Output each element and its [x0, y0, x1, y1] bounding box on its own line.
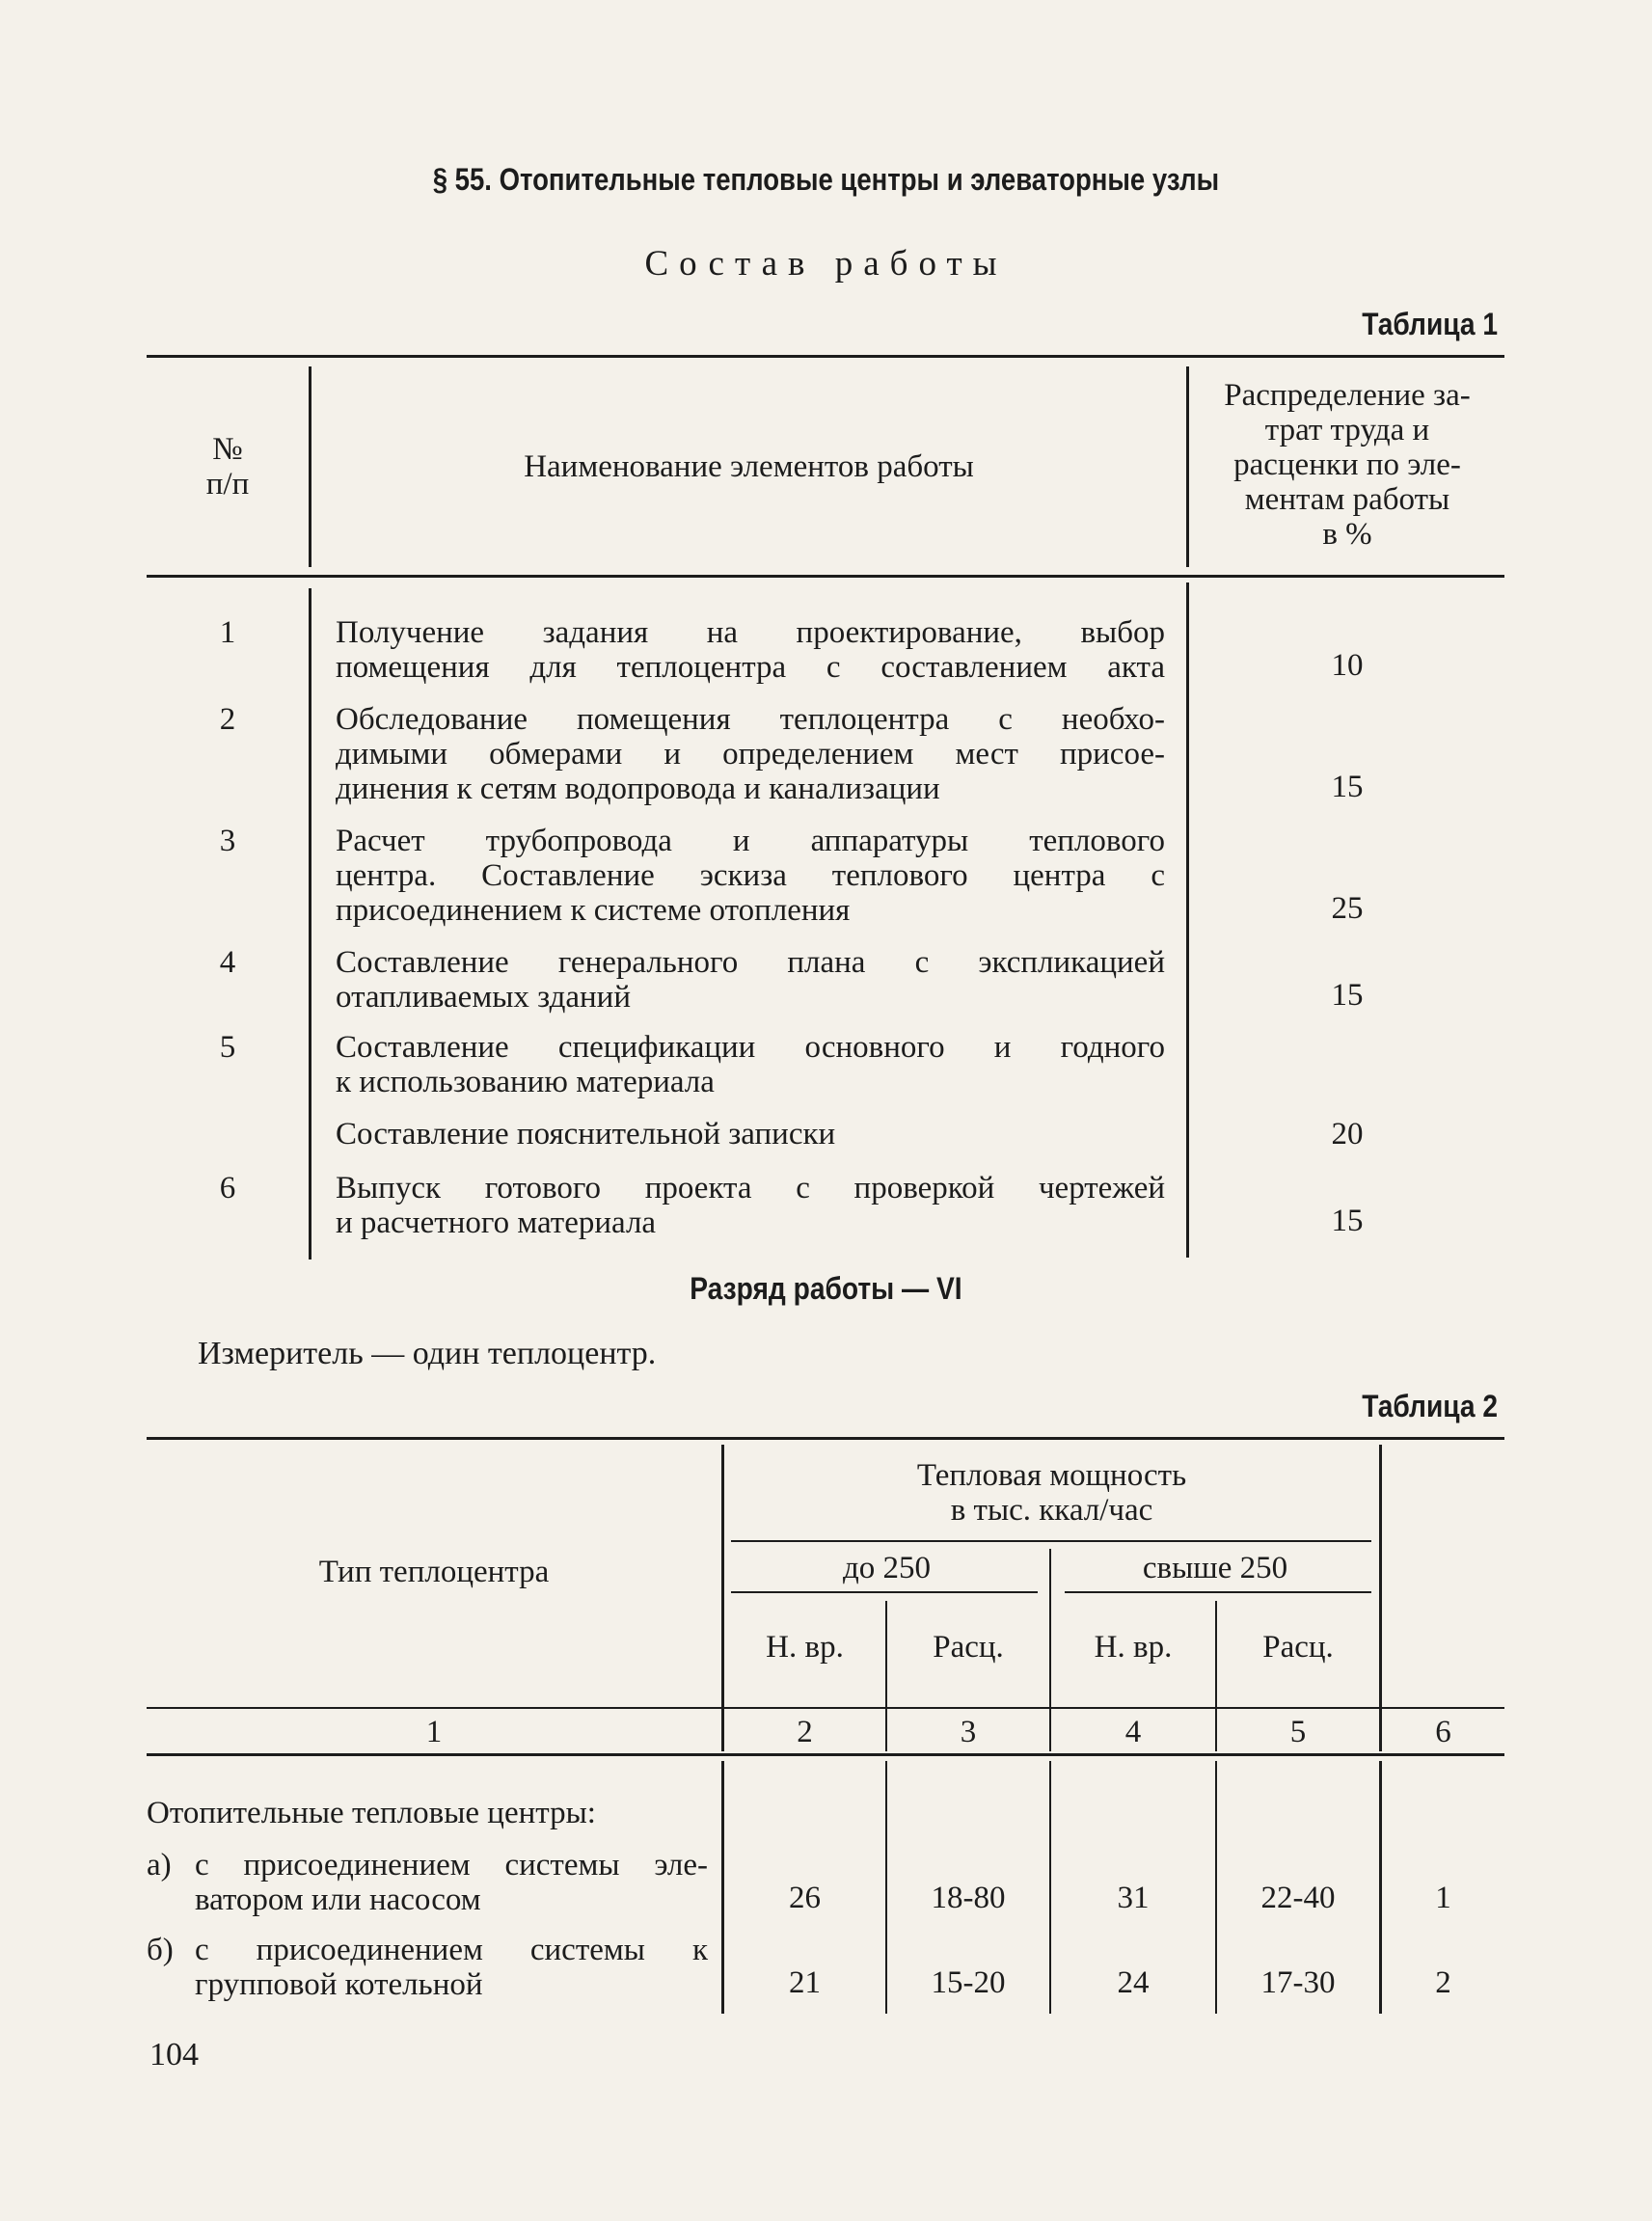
cell-index: 2	[1435, 1965, 1451, 2000]
table1-label: Таблица 1	[1362, 307, 1498, 341]
table2-header-over: свыше 250	[1142, 1551, 1288, 1585]
table2-group-title: Отопительные тепловые центры:	[147, 1796, 596, 1830]
table2-col-number: 3	[960, 1715, 977, 1749]
row-number: 1	[219, 615, 236, 650]
table2-subgroup-rule	[1065, 1591, 1371, 1593]
row-description: Составление пояснительной записки	[336, 1117, 836, 1151]
row-percent: 20	[1331, 1117, 1364, 1151]
row-mark: б)	[147, 1933, 174, 1967]
table2-header-rasc: Расц.	[1262, 1630, 1334, 1665]
row-percent: 15	[1331, 770, 1364, 804]
table2-colnum-rule	[147, 1753, 1504, 1756]
cell-nvr: 24	[1117, 1965, 1150, 2000]
cell-rasc: 17-30	[1260, 1965, 1336, 2000]
row-description: Получение задания на проектирование, выбор помещения для теплоцентра с составлением акта	[336, 615, 1165, 685]
table2-header-nvr: Н. вр.	[766, 1630, 844, 1665]
table2-col-number: 2	[797, 1715, 813, 1749]
row-description: Расчет трубопровода и аппаратуры теплового центра. Составление эскиза теплового центра с присоединением к системе отопления	[336, 824, 1165, 928]
row-percent: 25	[1331, 891, 1364, 926]
table2-header-upto: до 250	[842, 1551, 932, 1585]
row-number: 5	[219, 1030, 236, 1065]
table2-col-number: 6	[1435, 1715, 1451, 1749]
row-percent: 15	[1331, 1204, 1364, 1238]
row-number: 2	[219, 702, 236, 737]
table1-header-rule	[147, 575, 1504, 578]
table2-label: Таблица 2	[1362, 1389, 1498, 1423]
table1-col-divider	[1186, 582, 1189, 1258]
row-number: 4	[219, 945, 236, 980]
table2-col-number: 5	[1289, 1715, 1307, 1749]
cell-index: 1	[1435, 1881, 1451, 1915]
page-number: 104	[149, 2037, 199, 2072]
row-mark: а)	[147, 1848, 172, 1882]
table2-header-type: Тип теплоцентра	[318, 1555, 550, 1589]
row-number: 6	[219, 1171, 236, 1205]
cell-nvr: 21	[789, 1965, 821, 2000]
table2-header-rasc: Расц.	[933, 1630, 1004, 1665]
table1-col-divider	[309, 588, 311, 1259]
section-subheading: Состав работы	[644, 244, 1008, 284]
cell-nvr: 31	[1117, 1881, 1150, 1915]
table1-col-divider	[1186, 366, 1189, 567]
cell-nvr: 26	[789, 1881, 821, 1915]
row-percent: 15	[1331, 978, 1364, 1013]
table1-header-num: № п/п	[205, 432, 250, 501]
cell-rasc: 22-40	[1260, 1881, 1336, 1915]
table1-header-name: Наименование элементов работы	[524, 449, 974, 484]
row-description: Обследование помещения теплоцентра с необхо- димыми обмерами и определением мест присое- динения к сетям водопровода и канализации	[336, 702, 1165, 806]
table2-col-number: 4	[1124, 1715, 1142, 1749]
row-percent: 10	[1331, 648, 1364, 683]
table2-header-power: Тепловая мощность в тыс. ккал/час	[916, 1458, 1187, 1528]
measure-unit: Измеритель — один теплоцентр.	[198, 1336, 657, 1371]
cell-rasc: 15-20	[931, 1965, 1006, 2000]
row-description: с присоединением системы эле- ватором или насосом	[195, 1848, 708, 1917]
row-number: 3	[219, 824, 236, 858]
table2-col-divider	[1379, 1445, 1382, 1751]
row-description: с присоединением системы к групповой котельной	[195, 1933, 708, 2002]
work-grade: Разряд работы — VI	[690, 1271, 962, 1306]
table2-power-rule	[731, 1540, 1371, 1542]
table2-header-nvr: Н. вр.	[1094, 1630, 1173, 1665]
table2-top-rule	[147, 1437, 1504, 1440]
table2-col-number: 1	[425, 1715, 443, 1749]
row-description: Составление генерального плана с экспликацией отапливаемых зданий	[336, 945, 1165, 1015]
row-description: Составление спецификации основного и годного к использованию материала	[336, 1030, 1165, 1099]
cell-rasc: 18-80	[931, 1881, 1006, 1915]
table1-header-share: Распределение за- трат труда и расценки по эле- ментам работы в %	[1224, 378, 1471, 552]
section-heading: § 55. Отопительные тепловые центры и элеваторные узлы	[432, 162, 1220, 197]
table1-top-rule	[147, 355, 1504, 358]
row-description: Выпуск готового проекта с проверкой чертежей и расчетного материала	[336, 1171, 1165, 1240]
table2-header-rule	[147, 1707, 1504, 1709]
table2-subgroup-rule	[731, 1591, 1038, 1593]
